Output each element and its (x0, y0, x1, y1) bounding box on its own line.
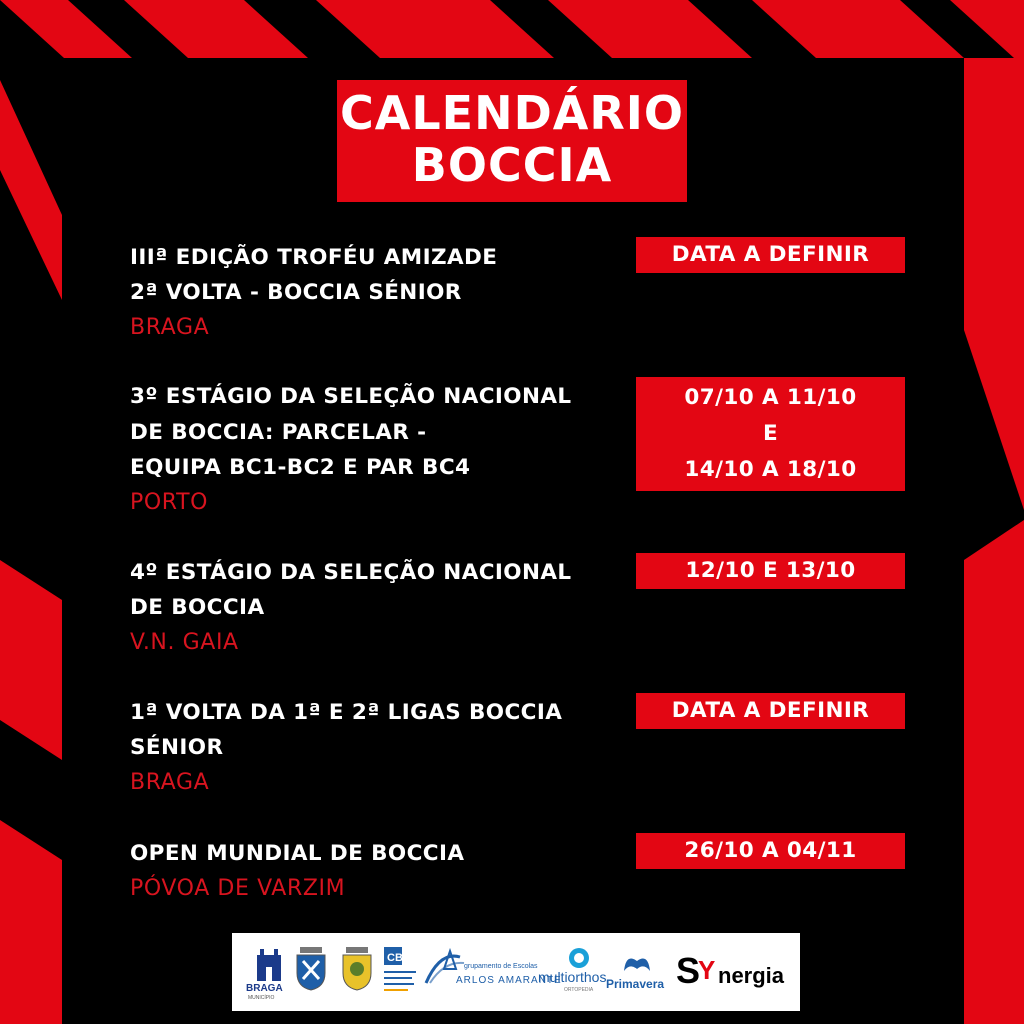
event-3-location: V.N. GAIA (130, 630, 239, 655)
parish-crest-icon (294, 947, 328, 991)
title-line-2: BOCCIA (411, 138, 613, 192)
agrupamento-logo-text-1: grupamento de Escolas (464, 963, 538, 970)
municipal-crest-icon (340, 947, 374, 991)
event-5-date-badge (636, 833, 905, 869)
braga-logo-subtext: MUNICÍPIO (248, 995, 275, 1001)
event-5-date-line-1: 26/10 A 04/11 (684, 838, 857, 863)
event-3-line-1: 4º ESTÁGIO DA SELEÇÃO NACIONAL (130, 560, 572, 585)
svg-text:Y: Y (698, 955, 716, 985)
event-2-date-line-3: 14/10 A 18/10 (684, 457, 857, 482)
event-4-location: BRAGA (130, 770, 210, 795)
title-line-1: CALENDÁRIO (339, 86, 685, 140)
event-2-line-3: EQUIPA BC1-BC2 E PAR BC4 (130, 455, 471, 480)
sponsor-logos-strip (232, 933, 800, 1011)
braga-logo-icon (254, 947, 284, 981)
event-1-line-2: 2ª VOLTA - BOCCIA SÉNIOR (130, 280, 462, 305)
event-1-date-badge (636, 237, 905, 273)
primavera-logo-icon (622, 949, 652, 975)
svg-text:S: S (676, 950, 701, 989)
event-4-line-1: 1ª VOLTA DA 1ª E 2ª LIGAS BOCCIA (130, 700, 563, 725)
education-logo-icon (384, 947, 416, 997)
event-1-date-line-1: DATA A DEFINIR (671, 242, 870, 267)
synergia-logo-icon (676, 949, 720, 989)
event-2-date-line-1: 07/10 A 11/10 (684, 385, 857, 410)
event-2-line-2: DE BOCCIA: PARCELAR - (130, 420, 427, 445)
event-2-line-1: 3º ESTÁGIO DA SELEÇÃO NACIONAL (130, 384, 572, 409)
event-4-date-badge (636, 693, 905, 729)
multiorthos-logo-subtext: ORTOPEDIA (564, 987, 594, 993)
event-4-line-2: SÉNIOR (130, 735, 224, 760)
event-3-line-2: DE BOCCIA (130, 595, 265, 620)
multiorthos-logo-icon (568, 947, 590, 969)
agrupamento-logo-text-2: ARLOS AMARANTE (456, 975, 562, 986)
synergia-logo-text: nergia (718, 963, 785, 988)
event-1-location: BRAGA (130, 315, 210, 340)
event-4-date-line-1: DATA A DEFINIR (671, 698, 870, 723)
event-2-location: PORTO (130, 490, 209, 515)
event-2-date-badge (636, 377, 905, 491)
event-2-date-line-2: E (762, 421, 779, 446)
event-5-location: PÓVOA DE VARZIM (130, 876, 346, 901)
multiorthos-logo-text: multiorthos (538, 969, 607, 985)
primavera-logo-text: Primavera (606, 977, 665, 991)
event-3-date-badge (636, 553, 905, 589)
event-5-line-1: OPEN MUNDIAL DE BOCCIA (130, 841, 465, 866)
svg-text:CB: CB (387, 952, 403, 964)
event-1-line-1: IIIª EDIÇÃO TROFÉU AMIZADE (130, 245, 498, 270)
title-banner (337, 80, 687, 202)
braga-logo-text: BRAGA (246, 983, 283, 994)
event-3-date-line-1: 12/10 E 13/10 (685, 558, 856, 583)
